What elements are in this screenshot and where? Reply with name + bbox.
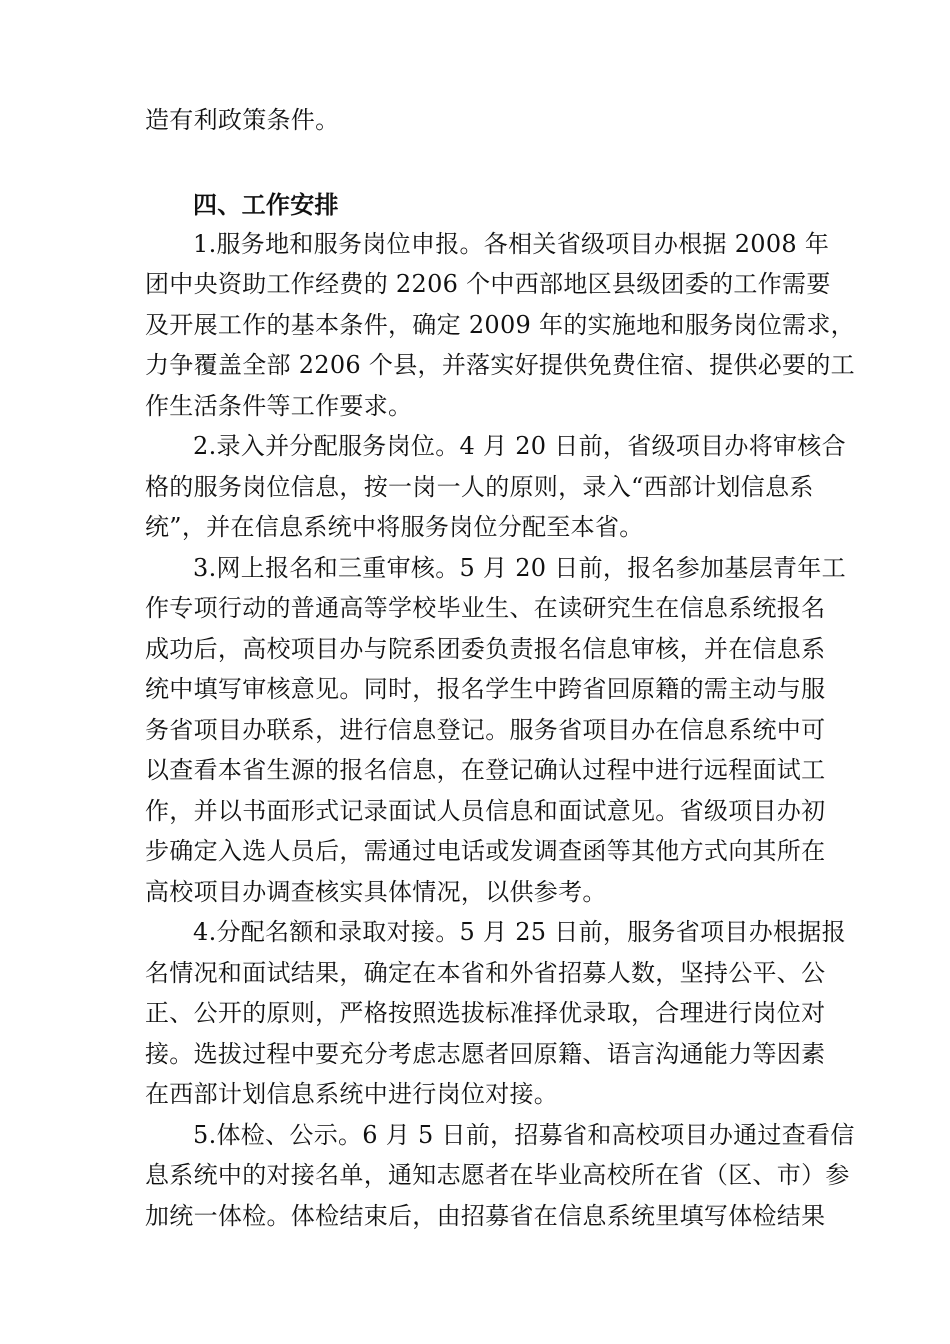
text-line-12: 作专项行动的普通高等学校毕业生、在读研究生在信息系统报名	[145, 594, 826, 622]
text-line-8: 2.录入并分配服务岗位。4 月 20 日前，省级项目办将审核合	[193, 432, 846, 460]
text-line-5: 及开展工作的基本条件，确定 2009 年的实施地和服务岗位需求，	[145, 311, 855, 339]
text-line-16: 以查看本省生源的报名信息，在登记确认过程中进行远程面试工	[145, 756, 826, 784]
text-line-24: 在西部计划信息系统中进行岗位对接。	[145, 1080, 559, 1108]
text-line-20: 4.分配名额和录取对接。5 月 25 日前，服务省项目办根据报	[193, 918, 846, 946]
text-line-14: 统中填写审核意见。同时，报名学生中跨省回原籍的需主动与服	[145, 675, 826, 703]
text-line-6: 力争覆盖全部 2206 个县，并落实好提供免费住宿、提供必要的工	[145, 351, 855, 379]
text-line-19: 高校项目办调查核实具体情况，以供参考。	[145, 878, 607, 906]
text-line-25: 5.体检、公示。6 月 5 日前，招募省和高校项目办通过查看信	[193, 1121, 855, 1149]
text-line-11: 3.网上报名和三重审核。5 月 20 日前，报名参加基层青年工	[193, 554, 846, 582]
text-line-22: 正、公开的原则，严格按照选拔标准择优录取，合理进行岗位对	[145, 999, 826, 1027]
text-line-7: 作生活条件等工作要求。	[145, 392, 413, 420]
text-line-9: 格的服务岗位信息，按一岗一人的原则，录入“西部计划信息系	[145, 473, 814, 501]
text-line-13: 成功后，高校项目办与院系团委负责报名信息审核，并在信息系	[145, 635, 826, 663]
text-line-4: 团中央资助工作经费的 2206 个中西部地区县级团委的工作需要	[145, 270, 831, 298]
text-line-18: 步确定入选人员后，需通过电话或发调查函等其他方式向其所在	[145, 837, 826, 865]
text-line-15: 务省项目办联系，进行信息登记。服务省项目办在信息系统中可	[145, 716, 826, 744]
text-line-26: 息系统中的对接名单，通知志愿者在毕业高校所在省（区、市）参	[145, 1161, 850, 1189]
text-line-3: 1.服务地和服务岗位申报。各相关省级项目办根据 2008 年	[193, 230, 830, 258]
text-line-27: 加统一体检。体检结束后，由招募省在信息系统里填写体检结果	[145, 1202, 826, 1230]
text-line-23: 接。选拔过程中要充分考虑志愿者回原籍、语言沟通能力等因素	[145, 1040, 826, 1068]
text-line-1: 造有利政策条件。	[145, 106, 340, 134]
text-line-10: 统”，并在信息系统中将服务岗位分配至本省。	[145, 513, 644, 541]
text-line-21: 名情况和面试结果，确定在本省和外省招募人数，坚持公平、公	[145, 959, 826, 987]
section-heading: 四、工作安排	[193, 191, 339, 219]
text-line-17: 作，并以书面形式记录面试人员信息和面试意见。省级项目办初	[145, 797, 826, 825]
